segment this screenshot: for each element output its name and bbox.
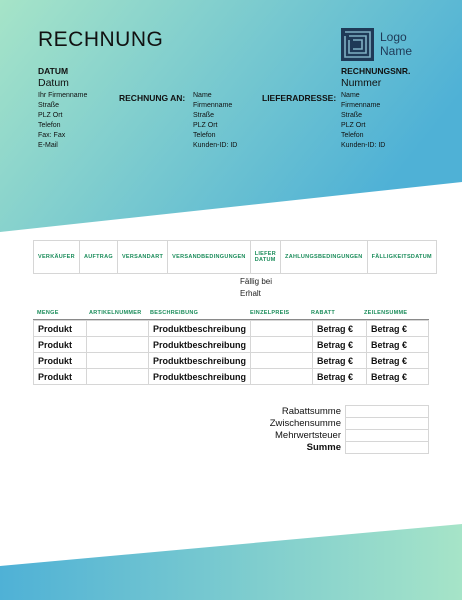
invoice-number-value: Nummer bbox=[341, 77, 382, 89]
unit-price-cell[interactable] bbox=[251, 337, 313, 353]
order-info-header-row bbox=[34, 241, 437, 274]
totals-table bbox=[200, 405, 429, 454]
ship-to-line: Name bbox=[341, 92, 360, 99]
order-info-table bbox=[33, 240, 437, 274]
discount-total-field[interactable] bbox=[346, 406, 429, 418]
description-cell[interactable]: Produktbeschreibung bbox=[149, 353, 251, 369]
discount-cell[interactable]: Betrag € bbox=[313, 353, 367, 369]
sender-line: Ihr Firmenname bbox=[38, 92, 88, 99]
article-cell[interactable] bbox=[87, 353, 149, 369]
totals-row bbox=[200, 418, 429, 430]
qty-cell[interactable]: Produkt bbox=[34, 321, 87, 337]
description-cell[interactable]: Produktbeschreibung bbox=[149, 321, 251, 337]
order-header-cell: VERKÄUFER bbox=[34, 241, 80, 274]
order-header-cell: AUFTRAG bbox=[79, 241, 117, 274]
date-value: Datum bbox=[38, 77, 69, 89]
article-cell[interactable] bbox=[87, 321, 149, 337]
logo-line: Name bbox=[380, 44, 413, 58]
invoice-title: RECHNUNG bbox=[38, 28, 164, 51]
sender-address bbox=[38, 91, 87, 151]
table-row bbox=[34, 321, 429, 337]
items-header-table bbox=[33, 307, 429, 320]
order-header-cell: VERSANDBEDINGUNGEN bbox=[168, 241, 251, 274]
item-header-cell: ZEILENSUMME bbox=[360, 307, 429, 320]
ship-to-label: LIEFERADRESSE: bbox=[262, 93, 337, 103]
vat-field[interactable] bbox=[346, 430, 429, 442]
logo-name bbox=[380, 30, 412, 58]
discount-cell[interactable]: Betrag € bbox=[313, 321, 367, 337]
line-total-cell[interactable]: Betrag € bbox=[367, 369, 429, 385]
ship-to-line: PLZ Ort bbox=[341, 122, 366, 129]
item-header-cell: EINZELPREIS bbox=[246, 307, 307, 320]
bill-to-line: Kunden-ID: ID bbox=[193, 142, 238, 149]
subtotal-field[interactable] bbox=[346, 418, 429, 430]
line-total-cell[interactable]: Betrag € bbox=[367, 337, 429, 353]
ship-to-address bbox=[341, 91, 385, 151]
ship-to-line: Telefon bbox=[341, 132, 364, 139]
table-row bbox=[34, 353, 429, 369]
table-row bbox=[34, 337, 429, 353]
unit-price-cell[interactable] bbox=[251, 369, 313, 385]
totals-row bbox=[200, 442, 429, 454]
item-header-cell: BESCHREIBUNG bbox=[146, 307, 246, 320]
ship-to-line: Firmenname bbox=[341, 102, 381, 109]
bill-to-label: RECHNUNG AN: bbox=[119, 93, 186, 103]
logo-line: Logo bbox=[380, 30, 407, 44]
order-header-cell: LIEFER DATUM bbox=[250, 241, 280, 274]
bill-to-line: Telefon bbox=[193, 132, 216, 139]
sender-line: Telefon bbox=[38, 122, 61, 129]
items-header-row bbox=[33, 307, 429, 320]
invoice-number-label: RECHNUNGSNR. bbox=[341, 66, 411, 76]
date-label: DATUM bbox=[38, 66, 69, 76]
ship-to-line: Kunden-ID: ID bbox=[341, 142, 386, 149]
totals-row bbox=[200, 406, 429, 418]
vat-label: Mehrwertsteuer bbox=[275, 430, 341, 441]
description-cell[interactable]: Produktbeschreibung bbox=[149, 337, 251, 353]
order-header-cell: FÄLLIGKEITSDATUM bbox=[367, 241, 436, 274]
table-row bbox=[34, 369, 429, 385]
sender-line: Fax: Fax bbox=[38, 132, 66, 139]
qty-cell[interactable]: Produkt bbox=[34, 337, 87, 353]
payment-terms-value: Fällig bei Erhalt bbox=[240, 277, 273, 298]
grand-total-label: Summe bbox=[306, 442, 341, 453]
bill-to-line: Name bbox=[193, 92, 212, 99]
discount-cell[interactable]: Betrag € bbox=[313, 337, 367, 353]
sender-line: Straße bbox=[38, 102, 60, 109]
item-header-cell: RABATT bbox=[307, 307, 360, 320]
order-header-cell: ZAHLUNGSBEDINGUNGEN bbox=[281, 241, 368, 274]
bill-to-address bbox=[193, 91, 237, 151]
description-cell[interactable]: Produktbeschreibung bbox=[149, 369, 251, 385]
qty-cell[interactable]: Produkt bbox=[34, 369, 87, 385]
unit-price-cell[interactable] bbox=[251, 353, 313, 369]
line-items-table bbox=[33, 320, 429, 385]
maze-logo-icon bbox=[341, 28, 374, 61]
totals-row bbox=[200, 430, 429, 442]
article-cell[interactable] bbox=[87, 337, 149, 353]
line-total-cell[interactable]: Betrag € bbox=[367, 353, 429, 369]
ship-to-line: Straße bbox=[341, 112, 363, 119]
qty-cell[interactable]: Produkt bbox=[34, 353, 87, 369]
bill-to-line: Firmenname bbox=[193, 102, 233, 109]
order-header-cell: VERSANDART bbox=[117, 241, 167, 274]
bill-to-line: Straße bbox=[193, 112, 215, 119]
unit-price-cell[interactable] bbox=[251, 321, 313, 337]
sender-line: PLZ Ort bbox=[38, 112, 63, 119]
discount-total-label: Rabattsumme bbox=[281, 406, 341, 417]
line-total-cell[interactable]: Betrag € bbox=[367, 321, 429, 337]
article-cell[interactable] bbox=[87, 369, 149, 385]
discount-cell[interactable]: Betrag € bbox=[313, 369, 367, 385]
item-header-cell: ARTIKELNUMMER bbox=[85, 307, 146, 320]
subtotal-label: Zwischensumme bbox=[269, 418, 341, 429]
bill-to-line: PLZ Ort bbox=[193, 122, 218, 129]
item-header-cell: MENGE bbox=[33, 307, 85, 320]
grand-total-field[interactable] bbox=[346, 442, 429, 454]
sender-line: E-Mail bbox=[38, 142, 58, 149]
